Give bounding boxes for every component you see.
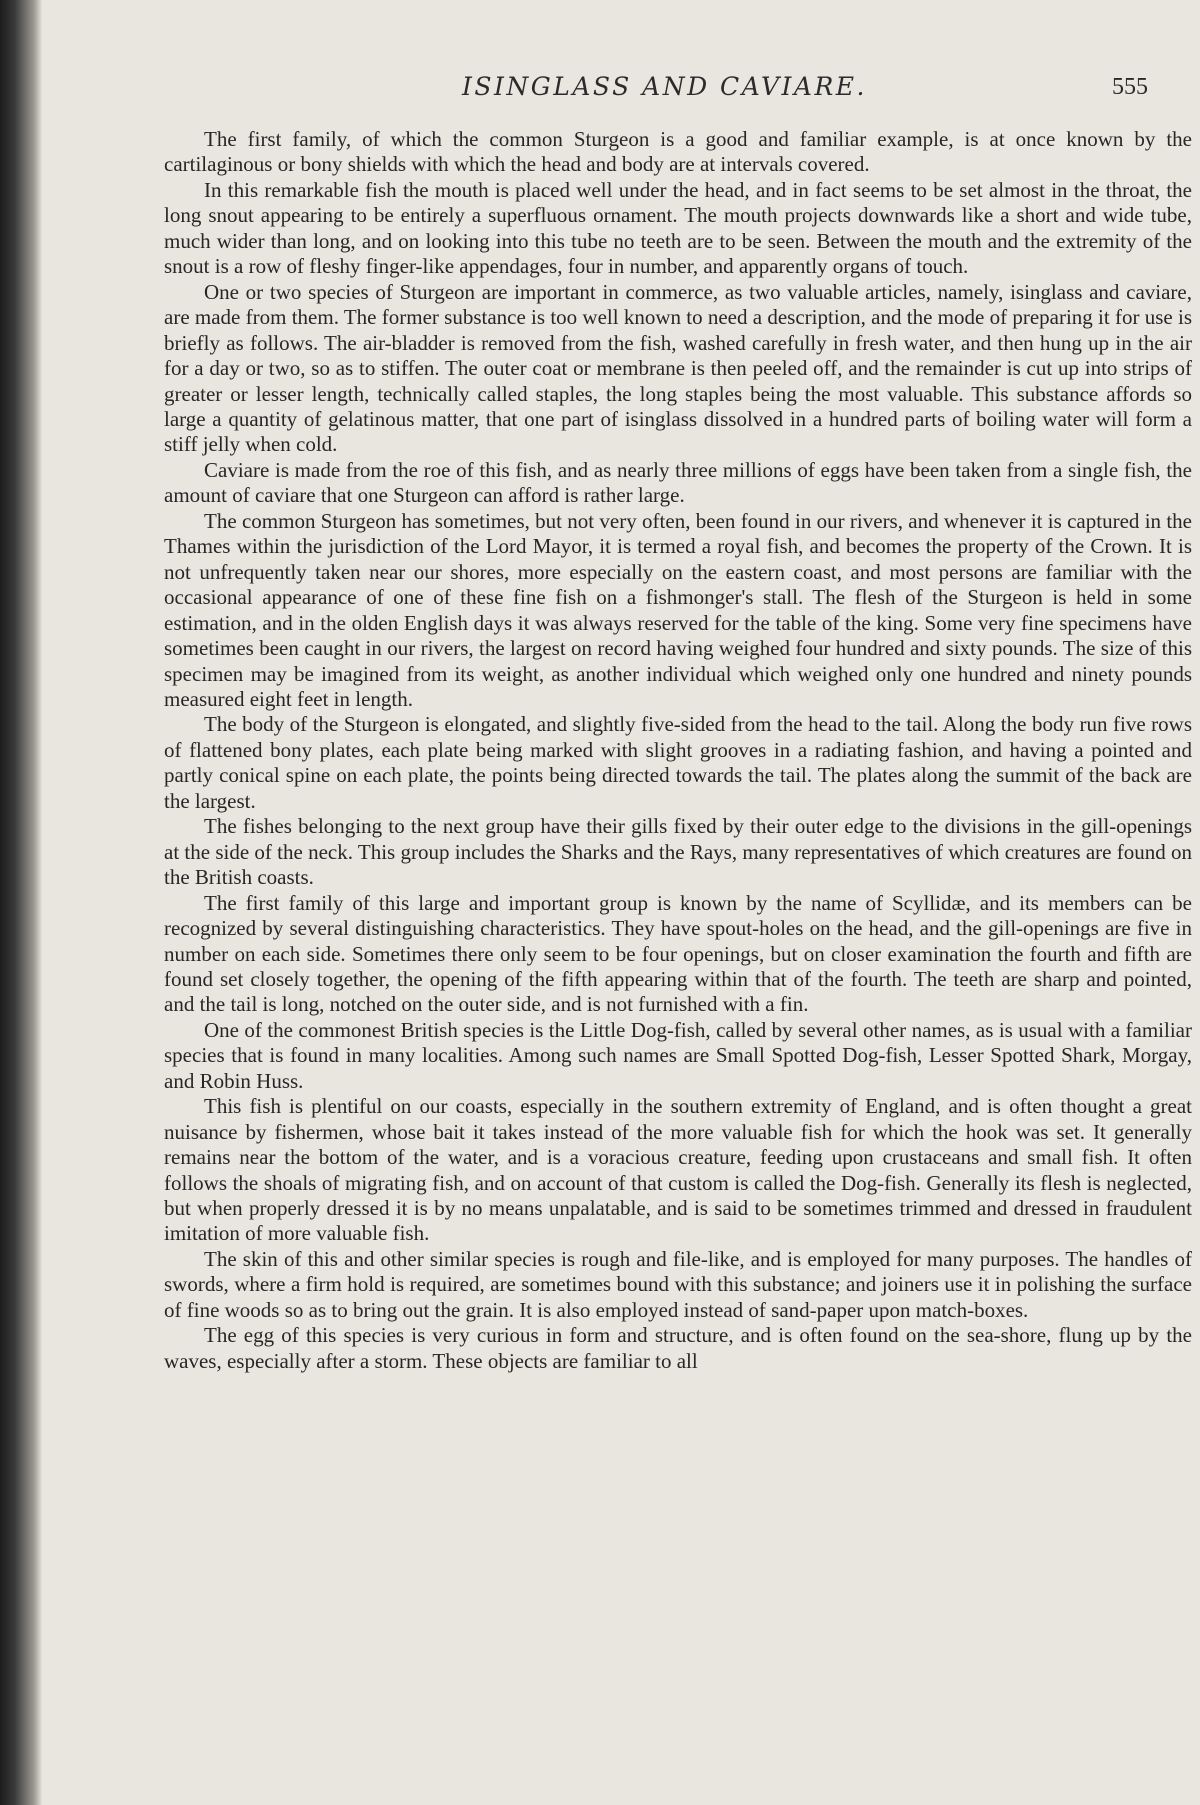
paragraph-11: The skin of this and other similar species is rough and file-like, and is employed for many purposes. The handles of swords, where a firm hold is required, are sometimes bound with this substance; and joiners use it in polishing the surface of fine woods so as to bring out the grain. It is also employed instead of sand-paper upon match-boxes. (164, 1246, 1192, 1322)
running-title: ISINGLASS AND CAVIARE. (462, 72, 867, 101)
book-page (42, 0, 1200, 1805)
book-gutter-shadow (0, 0, 42, 1805)
paragraph-8: The first family of this large and important group is known by the name of Scyllidæ, and its members can be recognized by several distinguishing characteristics. They have spout-holes on the head, and the gill-openings are five in number on each side. Sometimes there only seem to be four openings, but on closer examination the fourth and fifth are found set closely together, the opening of the fifth appearing within that of the fourth. The teeth are sharp and pointed, and the tail is long, notched on the outer side, and is not furnished with a fin. (164, 890, 1192, 1017)
body-text (164, 127, 1192, 1374)
paragraph-5: The common Sturgeon has sometimes, but not very often, been found in our rivers, and whenever it is captured in the Thames within the jurisdiction of the Lord Mayor, it is termed a royal fish, and becomes the property of the Crown. It is not unfrequently taken near our shores, more especially on the eastern coast, and most persons are familiar with the occasional appearance of one of these fine fish on a fishmonger's stall. The flesh of the Sturgeon is held in some estimation, and in the olden English days it was always reserved for the table of the king. Some very fine specimens have sometimes been caught in our rivers, the largest on record having weighed four hundred and sixty pounds. The size of this specimen may be imagined from its weight, as another individual which weighed only one hundred and ninety pounds measured eight feet in length. (164, 508, 1192, 711)
page-header (42, 72, 1200, 112)
paragraph-4: Caviare is made from the roe of this fish, and as nearly three millions of eggs have been taken from a single fish, the amount of caviare that one Sturgeon can afford is rather large. (164, 457, 1192, 508)
paragraph-6: The body of the Sturgeon is elongated, and slightly five-sided from the head to the tail. Along the body run five rows of flattened bony plates, each plate being marked with slight grooves in a radiating fashion, and having a pointed and partly conical spine on each plate, the points being directed towards the tail. The plates along the summit of the back are the largest. (164, 712, 1192, 813)
paragraph-2: In this remarkable fish the mouth is placed well under the head, and in fact seems to be set almost in the throat, the long snout appearing to be entirely a superfluous ornament. The mouth projects downwards like a short and wide tube, much wider than long, and on looking into this tube no teeth are to be seen. Between the mouth and the extremity of the snout is a row of fleshy finger-like appendages, four in number, and apparently organs of touch. (164, 177, 1192, 279)
paragraph-3: One or two species of Sturgeon are important in commerce, as two valuable articles, namely, isinglass and caviare, are made from them. The former substance is too well known to need a description, and the mode of preparing it for use is briefly as follows. The air-bladder is removed from the fish, washed carefully in fresh water, and then hung up in the air for a day or two, so as to stiffen. The outer coat or membrane is then peeled off, and the remainder is cut up into strips of greater or lesser length, technically called staples, the long staples being the most valuable. This substance affords so large a quantity of gelatinous matter, that one part of isinglass dissolved in a hundred parts of boiling water will form a stiff jelly when cold. (164, 279, 1192, 457)
paragraph-9: One of the commonest British species is the Little Dog-fish, called by several other names, as is usual with a familiar species that is found in many localities. Among such names are Small Spotted Dog-fish, Lesser Spotted Shark, Morgay, and Robin Huss. (164, 1017, 1192, 1093)
paragraph-7: The fishes belonging to the next group have their gills fixed by their outer edge to the divisions in the gill-openings at the side of the neck. This group includes the Sharks and the Rays, many representatives of which creatures are found on the British coasts. (164, 814, 1192, 890)
paragraph-10: This fish is plentiful on our coasts, especially in the southern extremity of England, and is often thought a great nuisance by fishermen, whose bait it takes instead of the more valuable fish for which the hook was set. It generally remains near the bottom of the water, and is a voracious creature, feeding upon crustaceans and small fish. It often follows the shoals of migrating fish, and on account of that custom is called the Dog-fish. Generally its flesh is neglected, but when properly dressed it is by no means unpalatable, and is said to be sometimes trimmed and dressed in fraudulent imitation of more valuable fish. (164, 1094, 1192, 1246)
paragraph-12: The egg of this species is very curious in form and structure, and is often found on the sea-shore, flung up by the waves, especially after a storm. These objects are familiar to all (164, 1323, 1192, 1373)
page-number: 555 (1112, 74, 1148, 100)
paragraph-1: The first family, of which the common Sturgeon is a good and familiar example, is at once known by the cartilaginous or bony shields with which the head and body are at intervals covered. (164, 127, 1192, 177)
